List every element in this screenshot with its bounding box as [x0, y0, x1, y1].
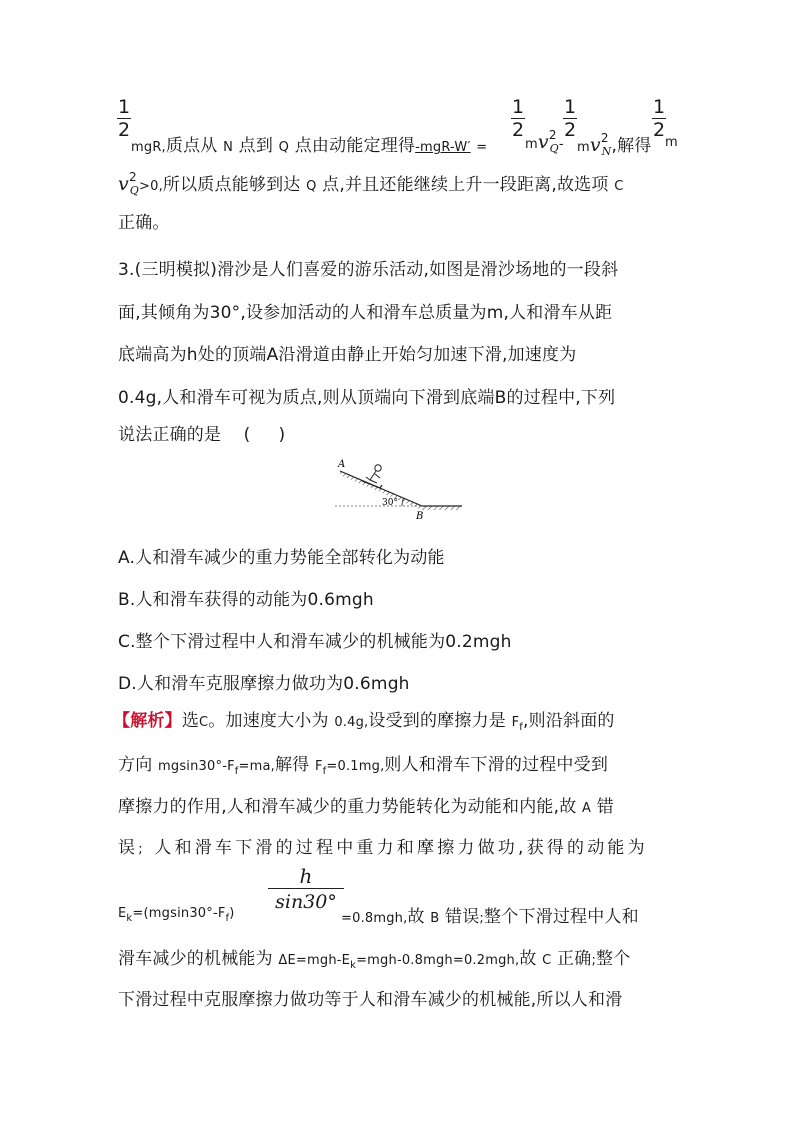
analysis-line-5-end: =0.8mgh,故 B 错误;整个下滑过程中人和	[341, 907, 639, 927]
label-a: A	[338, 459, 346, 470]
slope-diagram	[330, 455, 465, 525]
incline-line	[340, 471, 422, 506]
fraction-h-over-sin30: h sin30°	[268, 864, 344, 915]
solution-line-1: mgR,质点从 N 点到 Q 点由动能定理得-mgR-W′ =	[131, 136, 488, 156]
label-b: B	[416, 511, 424, 522]
analysis-line-4: 误; 人和滑车下滑的过程中重力和摩擦力做功,获得的动能为	[118, 838, 648, 858]
person-body-icon	[366, 471, 380, 483]
analysis-line-7: 下滑过程中克服摩擦力做功等于人和滑车减少的机械能,所以人和滑	[118, 990, 623, 1010]
option-b: B.人和滑车获得的动能为0.6mgh	[118, 590, 374, 610]
question-line-1: 3.(三明模拟)滑沙是人们喜爱的游乐活动,如图是滑沙场地的一段斜	[118, 260, 619, 280]
solution-line-1-mid: $mv^2_Q-$	[525, 128, 564, 155]
label-angle: 30°	[382, 498, 398, 508]
analysis-line-5: $E_k=(mgsin30^\circ-F_f)$	[118, 906, 235, 924]
fraction-half-4: $\frac{1}{2}$	[653, 96, 666, 141]
person-head-icon	[375, 465, 381, 471]
analysis-line-6: 滑车减少的机械能为 $\Delta E=mgh-E_k=mgh-0.8mgh=0.2mgh$,故 C 正确;整个	[118, 949, 631, 971]
analysis-tag: 【解析】	[113, 711, 182, 731]
solution-line-2: $v^2_Q>0$,所以质点能够到达 Q 点,并且还能继续上升一段距离,故选项 C	[118, 170, 624, 197]
analysis-line-1: 【解析】选C。加速度大小为 0.4g,设受到的摩擦力是 $F_f$,则沿斜面的	[113, 711, 615, 733]
solution-line-1-mid2: $mv^2_N$,解得	[577, 131, 652, 158]
question-line-3: 底端高为h处的顶端A沿滑道由静止开始匀加速下滑,加速度为	[118, 345, 577, 365]
fraction-half-2: $\frac{1}{2}$	[512, 96, 525, 141]
fraction-half-1: $\frac{1}{2}$	[118, 96, 131, 141]
solution-line-3: 正确。	[118, 213, 170, 233]
question-line-2: 面,其倾角为30°,设参加活动的人和滑车总质量为m,人和滑车从距	[118, 303, 613, 323]
question-line-4: 0.4g,人和滑车可视为质点,则从顶端向下滑到底端B的过程中,下列	[118, 388, 616, 408]
ground-hatch	[422, 506, 462, 510]
slope-figure	[330, 455, 465, 525]
analysis-line-3: 摩擦力的作用,人和滑车减少的重力势能转化为动能和内能,故 A 错	[118, 797, 614, 817]
fraction-half-3: $\frac{1}{2}$	[564, 96, 577, 141]
option-a: A.人和滑车减少的重力势能全部转化为动能	[118, 548, 445, 568]
option-c: C.整个下滑过程中人和滑车减少的机械能为0.2mgh	[118, 632, 512, 652]
question-line-5: 说法正确的是 ( )	[118, 425, 286, 445]
analysis-line-2: 方向 $mgsin30^\circ-F_f=ma$,解得 $F_f=0.1mg$,则人和滑车下滑的过程中受到	[118, 755, 609, 777]
option-d: D.人和滑车克服摩擦力做功为0.6mgh	[118, 674, 410, 694]
solution-line-1-end: m	[665, 135, 678, 150]
